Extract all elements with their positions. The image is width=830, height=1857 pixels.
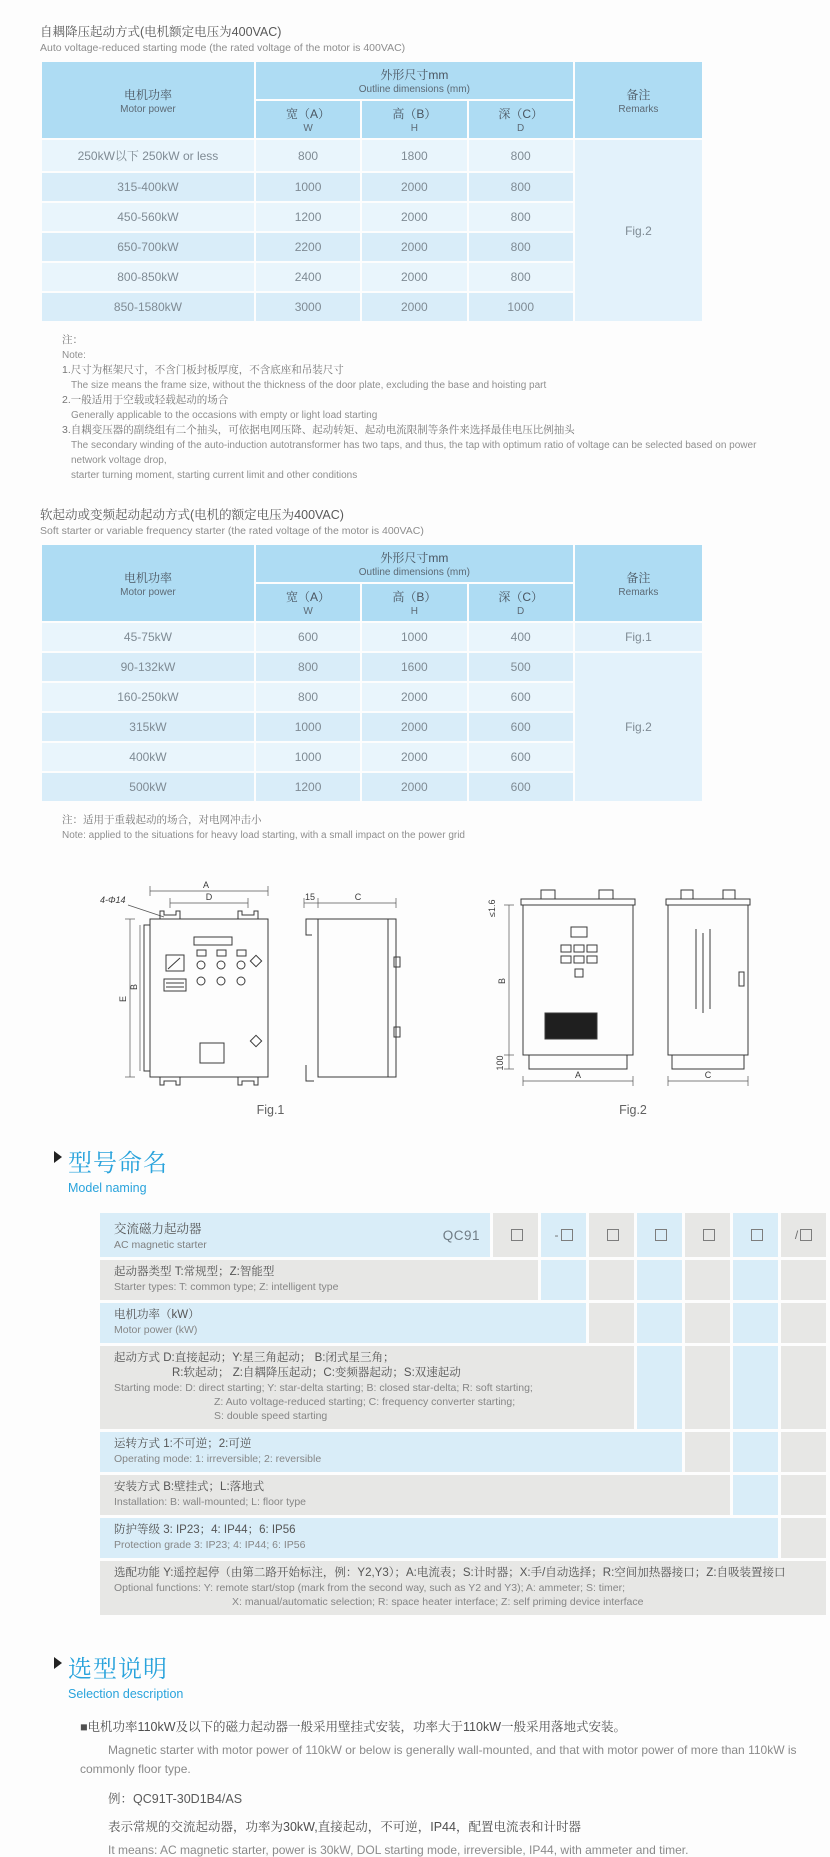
remark-fig2: Fig.2	[575, 653, 702, 801]
selection-heading-en: Selection description	[68, 1687, 184, 1701]
section1-title	[40, 22, 792, 54]
col-header-depth: 深（C） D	[469, 101, 573, 138]
section2-title-zh: 软起动或变频起动起动方式(电机的额定电压为400VAC)	[40, 508, 344, 522]
table-row: 500kW 1200 2000 600	[42, 773, 702, 801]
code-box-3	[589, 1213, 634, 1257]
code-box-5	[685, 1213, 730, 1257]
naming-column-strip	[541, 1260, 586, 1300]
naming-column-strip	[733, 1346, 778, 1429]
model-naming-heading-en: Model naming	[68, 1181, 147, 1195]
svg-text:B: B	[497, 977, 507, 985]
heading-arrow-icon	[54, 1657, 62, 1669]
remark-fig1: Fig.1	[575, 623, 702, 651]
naming-column-strip	[685, 1432, 730, 1472]
svg-text:E: E	[118, 995, 128, 1003]
naming-row-motor-power: 电机功率（kW） Motor power (kW)	[100, 1303, 586, 1343]
naming-row-installation: 安装方式 B:壁挂式；L:落地式 Installation: B: wall-mounted; L: floor type	[100, 1475, 730, 1515]
code-box-1	[493, 1213, 538, 1257]
code-placeholder-square	[607, 1229, 619, 1241]
naming-column-strip	[685, 1346, 730, 1429]
col-header-remarks: 备注 Remarks	[575, 62, 702, 138]
code-box-7: /	[781, 1213, 826, 1257]
col-header-width: 宽（A） W	[256, 584, 360, 621]
code-placeholder-square	[655, 1229, 667, 1241]
naming-column-strip	[781, 1260, 826, 1300]
table-row: 800-850kW 2400 2000 800	[42, 263, 702, 291]
selection-heading	[68, 1649, 792, 1701]
naming-column-strip	[637, 1346, 682, 1429]
col-header-remarks: 备注 Remarks	[575, 545, 702, 621]
naming-column-strip	[781, 1518, 826, 1558]
selection-paragraph-en: Magnetic starter with motor power of 110kW or below is generally wall-mounted, and that with motor power of more than 110kW is commonly floor type.	[80, 1743, 797, 1776]
table-row: 850-1580kW 3000 2000 1000	[42, 293, 702, 321]
svg-text:C: C	[354, 892, 362, 902]
naming-column-strip	[589, 1303, 634, 1343]
naming-column-strip	[781, 1475, 826, 1515]
naming-row-starting-mode: 起动方式 D:直接起动；Y:星三角起动； B:闭式星三角； R:软起动； Z:自耦降压起动；C:变频器起动；S:双速起动 Starting mode: D: direct starting; Y: star-delta starting; B: closed star-delta; R: soft starting; Z: Auto voltage-reduced starting; C: frequency converter starting; S: double speed starting	[100, 1346, 634, 1429]
section1-title-en: Auto voltage-reduced starting mode (the rated voltage of the motor is 400VAC)	[40, 42, 406, 54]
code-placeholder-square	[511, 1229, 523, 1241]
code-placeholder-square	[751, 1229, 763, 1241]
naming-product-cell: 交流磁力起动器 AC magnetic starter QC91	[100, 1213, 490, 1257]
fig2-caption: Fig.2	[619, 1103, 647, 1117]
naming-column-strip	[733, 1303, 778, 1343]
naming-row-optional: 选配功能 Y:遥控起停（由第二路开始标注，例：Y2,Y3）；A:电流表；S:计时器；X:手/自动选择；R:空间加热器接口；Z:自吸装置接口 Optional functions: Y: remote start/stop (mark from the second way, such as Y2 and Y3); A: ammeter; S: timer; X: manual/automatic selection; R: space heater interface; Z: self priming device interface	[100, 1561, 826, 1615]
naming-column-strip	[733, 1260, 778, 1300]
figure-2	[483, 877, 783, 1117]
selection-paragraph-zh: ■电机功率110kW及以下的磁力起动器一般采用壁挂式安装，功率大于110kW一般采用落地式安装。	[80, 1720, 627, 1734]
col-header-outline: 外形尺寸mm Outline dimensions (mm)	[256, 62, 573, 99]
naming-column-strip	[685, 1303, 730, 1343]
section2-title-en: Soft starter or variable frequency starter (the rated voltage of the motor is 400VAC)	[40, 525, 424, 537]
naming-column-strip	[637, 1260, 682, 1300]
table-row: 650-700kW 2200 2000 800	[42, 233, 702, 261]
svg-text:15: 15	[304, 892, 316, 902]
table-row: 250kW以下 250kW or less 800 1800 800 Fig.2	[42, 140, 702, 171]
auto-transformer-table	[40, 60, 704, 323]
naming-row-operating-mode: 运转方式 1:不可逆；2:可逆 Operating mode: 1: irreversible; 2: reversible	[100, 1432, 682, 1472]
svg-text:A: A	[574, 1070, 582, 1080]
naming-row-starter-type: 起动器类型 T:常规型；Z:智能型 Starter types: T: common type; Z: intelligent type	[100, 1260, 538, 1300]
fig2-drawing	[483, 877, 783, 1092]
col-header-motor-power: 电机功率 Motor power	[42, 62, 254, 138]
col-header-height: 高（B） H	[362, 101, 466, 138]
code-box-2: -	[541, 1213, 586, 1257]
selection-body	[80, 1717, 804, 1857]
col-header-motor-power: 电机功率 Motor power	[42, 545, 254, 621]
table-row: 90-132kW 800 1600 500 Fig.2	[42, 653, 702, 681]
soft-starter-table	[40, 543, 704, 803]
table-row: 450-560kW 1200 2000 800	[42, 203, 702, 231]
fig1-caption: Fig.1	[256, 1103, 285, 1117]
svg-text:≤1.6: ≤1.6	[487, 899, 497, 917]
naming-column-strip	[637, 1303, 682, 1343]
fig1-drawing	[98, 877, 443, 1092]
naming-column-strip	[685, 1260, 730, 1300]
naming-column-strip	[781, 1346, 826, 1429]
naming-column-strip	[781, 1432, 826, 1472]
selection-example: 例：QC91T-30D1B4/AS	[108, 1792, 243, 1806]
naming-column-strip	[781, 1303, 826, 1343]
model-naming-heading	[68, 1143, 792, 1195]
section2-note: 注：适用于重载起动的场合，对电网冲击小 Note: applied to the situations for heavy load starting, with a small impact on the power grid	[62, 814, 465, 841]
figure-1	[98, 877, 443, 1117]
table-row: 160-250kW 800 2000 600	[42, 683, 702, 711]
naming-column-strip	[733, 1432, 778, 1472]
section1-title-zh: 自耦降压起动方式(电机额定电压为400VAC)	[40, 25, 282, 39]
naming-column-strip	[733, 1475, 778, 1515]
code-placeholder-square	[800, 1229, 812, 1241]
table-row: 400kW 1000 2000 600	[42, 743, 702, 771]
model-naming-diagram	[100, 1213, 826, 1615]
table-row: 315-400kW 1000 2000 800	[42, 173, 702, 201]
svg-text:A: A	[202, 880, 210, 890]
model-code: QC91	[442, 1227, 480, 1243]
outline-drawings	[98, 877, 792, 1117]
svg-text:C: C	[704, 1070, 712, 1080]
section2-title	[40, 505, 792, 537]
section1-notes: 注： Note: 1.尺寸为框架尺寸，不含门板封板厚度，不含底座和吊装尺寸 The size means the frame size, without the thickness of the door plate, excluding the base and hoisting part 2.一般适用于空载或轻载起动的场合 Generally applicable to the occasions with empty or light load starting 3.自耦变压器的副绕组有二个抽头，可依据电网压降、起动转矩、起动电流限制等条件来选择最佳电压比例抽头 The secondary winding of the auto-induction autotransformer has two taps, and thus, the tap with optimum ratio of voltage can be selected based on power network voltage drop, starter turning moment, starting current limit and other conditions	[62, 334, 757, 481]
selection-example-desc-en: It means: AC magnetic starter, power is 30kW, DOL starting mode, irreversible, IP44, with ammeter and timer.	[108, 1843, 689, 1857]
model-naming-heading-zh: 型号命名	[68, 1150, 168, 1177]
naming-row-protection: 防护等级 3: IP23；4: IP44；6: IP56 Protection grade 3: IP23; 4: IP44; 6: IP56	[100, 1518, 778, 1558]
selection-example-desc-zh: 表示常规的交流起动器，功率为30kW,直接起动，不可逆，IP44，配置电流表和计时器	[108, 1820, 581, 1834]
code-placeholder-square	[561, 1229, 573, 1241]
naming-column-strip	[589, 1260, 634, 1300]
selection-heading-zh: 选型说明	[68, 1656, 168, 1683]
code-placeholder-square	[703, 1229, 715, 1241]
col-header-outline: 外形尺寸mm Outline dimensions (mm)	[256, 545, 573, 582]
code-box-4	[637, 1213, 682, 1257]
remark-fig2: Fig.2	[575, 140, 702, 321]
svg-text:100: 100	[495, 1055, 505, 1071]
col-header-width: 宽（A） W	[256, 101, 360, 138]
code-box-6	[733, 1213, 778, 1257]
heading-arrow-icon	[54, 1151, 62, 1163]
svg-text:B: B	[129, 983, 139, 991]
col-header-height: 高（B） H	[362, 584, 466, 621]
table-row: 315kW 1000 2000 600	[42, 713, 702, 741]
svg-text:D: D	[205, 892, 213, 902]
svg-text:4-Φ14: 4-Φ14	[100, 895, 126, 905]
col-header-depth: 深（C） D	[469, 584, 573, 621]
table-row: 45-75kW 600 1000 400 Fig.1	[42, 623, 702, 651]
